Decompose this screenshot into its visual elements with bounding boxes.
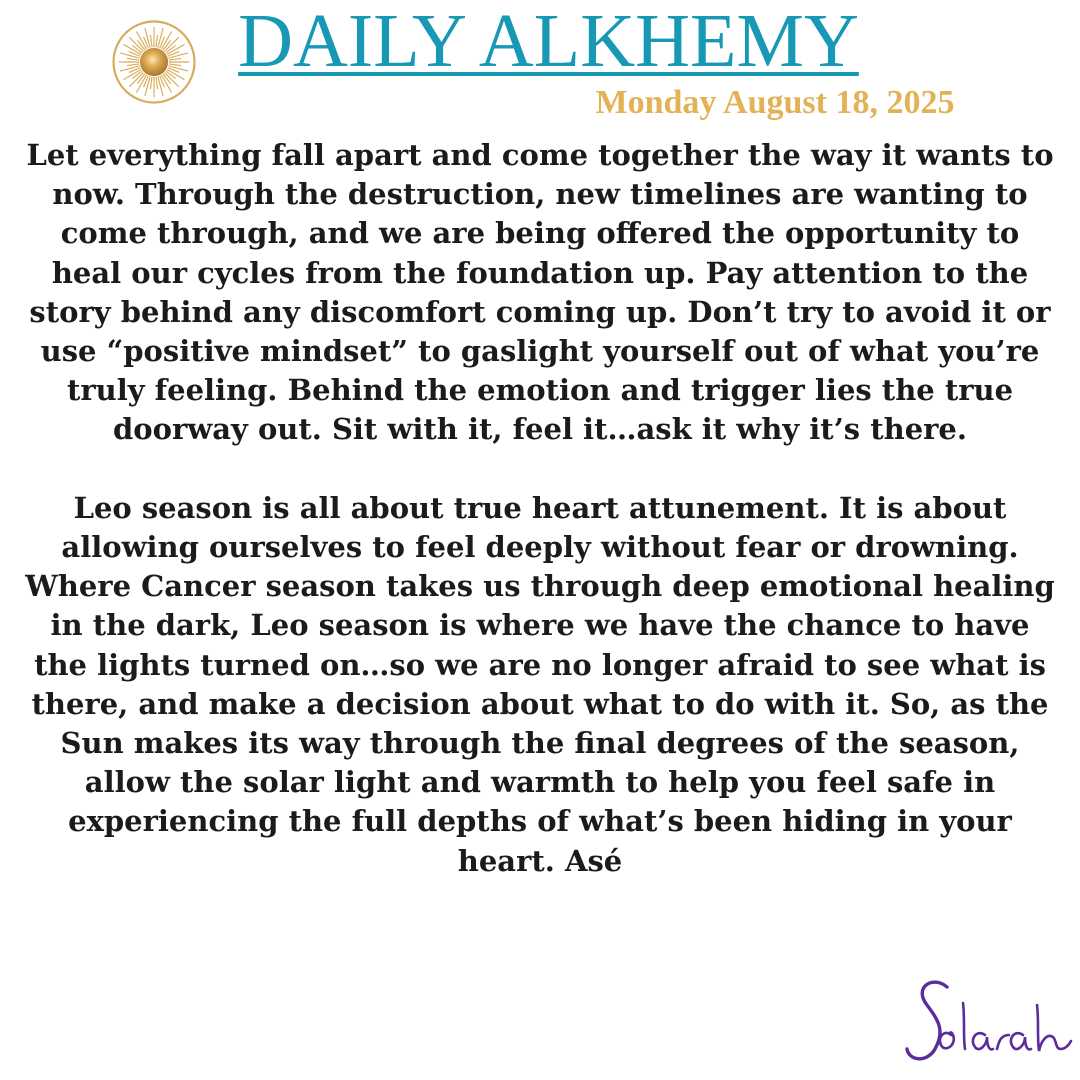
sun-icon (110, 18, 198, 106)
date-heading: Monday August 18, 2025 (595, 84, 955, 121)
paragraph: Leo season is all about true heart attunement. It is about allowing ourselves to feel deeply without fear or drowning. Where Cancer season takes us through deep emotional healing in the dark, Leo season is where we have the chance to have the lights turned on…so we are no longer afraid to see what is there, and make a decision about what to do with it. So, as the Sun makes its way through the final degrees of the season, allow the solar light and warmth to help you feel safe in experiencing the full depths of what’s been hiding in your heart. Asé (25, 490, 1055, 878)
page-title: DAILY ALKHEMY (238, 0, 859, 83)
paragraph: Let everything fall apart and come together the way it wants to now. Through the destruction, new timelines are wanting to come through, and we are being offered the opportunity to heal our cycles from the foundation up. Pay attention to the story behind any discomfort coming up. Don’t try to avoid it or use “positive mindset” to gaslight yourself out of what you’re truly feeling. Behind the emotion and trigger lies the true doorway out. Sit with it, feel it…ask it why it’s there. (26, 138, 1054, 447)
signature (905, 965, 1075, 1075)
message-body (22, 136, 1058, 881)
